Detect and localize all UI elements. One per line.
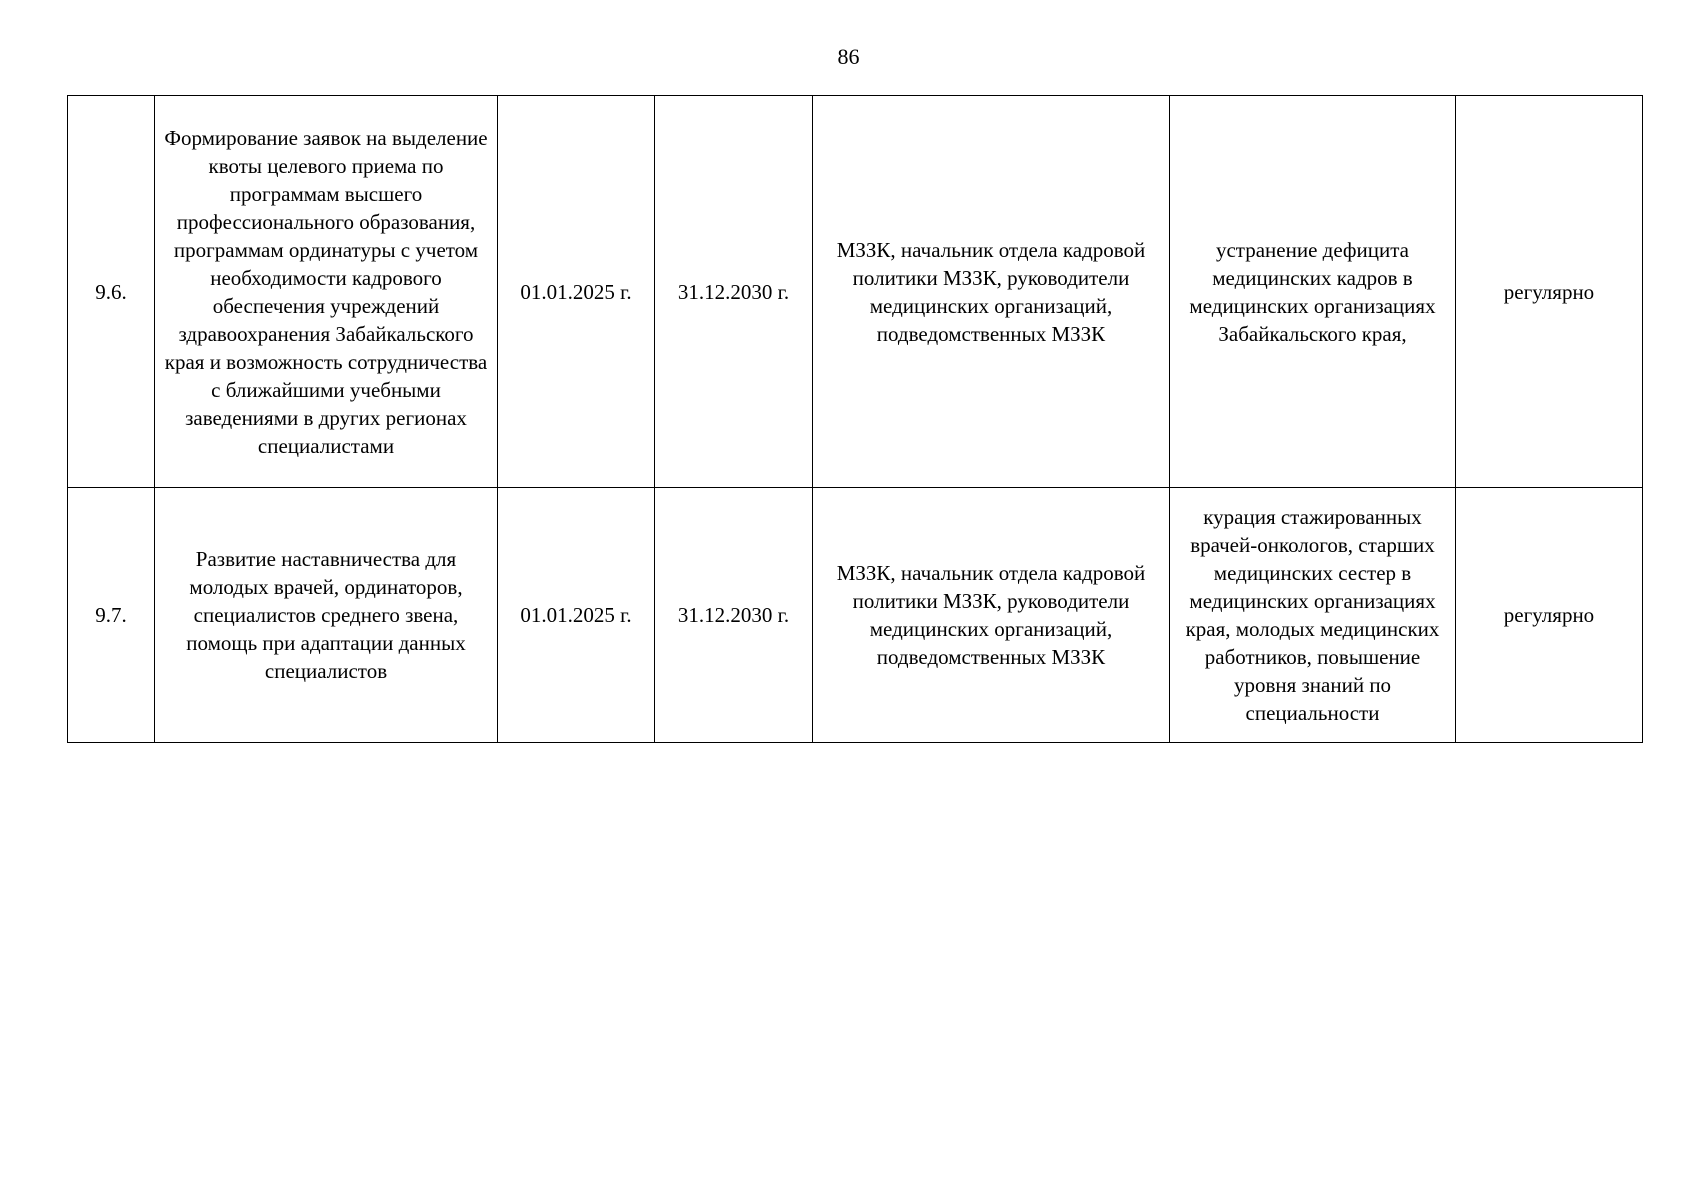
periodicity-cell: регулярно <box>1456 488 1643 743</box>
expected-result-cell: устранение дефицита медицинских кадров в медицинских организациях Забайкальского края, <box>1170 96 1456 488</box>
end-date-cell: 31.12.2030 г. <box>655 96 813 488</box>
table-row <box>68 96 1643 488</box>
measures-table <box>67 95 1643 743</box>
start-date-cell: 01.01.2025 г. <box>498 96 655 488</box>
table-row <box>68 488 1643 743</box>
row-number-cell: 9.7. <box>68 488 155 743</box>
page-number: 86 <box>837 44 860 69</box>
row-number-cell: 9.6. <box>68 96 155 488</box>
measure-name-cell: Формирование заявок на выделение квоты целевого приема по программам высшего профессионального образования, программам ординатуры с учетом необходимости кадрового обеспечения учреждений здравоохранения Забайкальского края и возможность сотрудничества с ближайшими учебными заведениями в других регионах специалистами <box>155 96 498 488</box>
periodicity-cell: регулярно <box>1456 96 1643 488</box>
start-date-cell: 01.01.2025 г. <box>498 488 655 743</box>
measure-name-cell: Развитие наставничества для молодых врачей, ординаторов, специалистов среднего звена, помощь при адаптации данных специалистов <box>155 488 498 743</box>
responsible-cell: МЗЗК, начальник отдела кадровой политики МЗЗК, руководители медицинских организаций, подведомственных МЗЗК <box>813 96 1170 488</box>
end-date-cell: 31.12.2030 г. <box>655 488 813 743</box>
responsible-cell: МЗЗК, начальник отдела кадровой политики МЗЗК, руководители медицинских организаций, подведомственных МЗЗК <box>813 488 1170 743</box>
expected-result-cell: курация стажированных врачей-онкологов, старших медицинских сестер в медицинских организациях края, молодых медицинских работников, повышение уровня знаний по специальности <box>1170 488 1456 743</box>
